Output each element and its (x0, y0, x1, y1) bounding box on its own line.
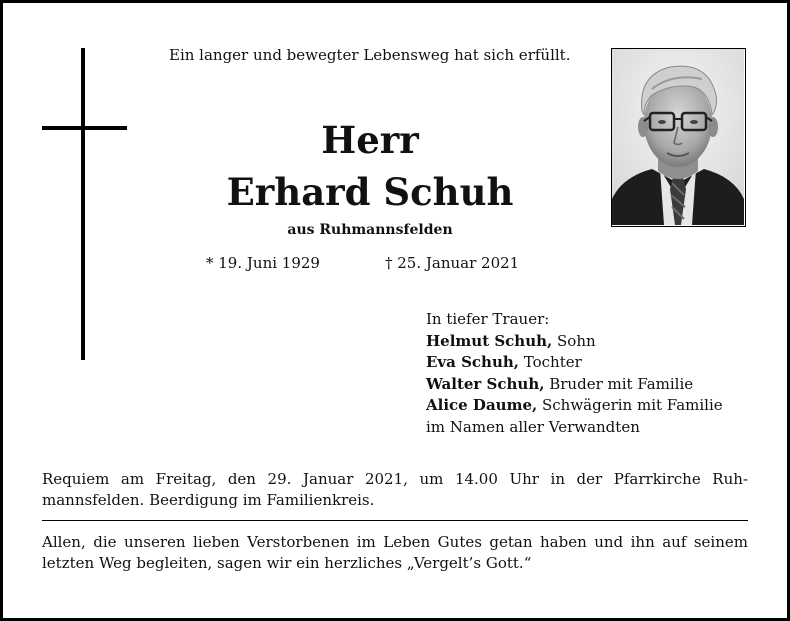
cross-icon-bar (42, 126, 127, 130)
mourner-item (426, 395, 766, 417)
birth-date: * 19. Juni 1929 (206, 254, 320, 272)
mourner-name: Helmut Schuh, (426, 331, 553, 350)
mourner-name: Alice Daume, (426, 396, 538, 414)
mourner-relation: Tochter (519, 353, 582, 371)
thanks-text: Allen, die unseren lieben Verstorbenen im Leben Gutes getan haben und ihn auf seinem letzten Weg begleiten, sagen wir ein herzliches „Vergelt’s Gott.“ (42, 533, 748, 572)
mourner-name: Walter Schuh, (426, 374, 545, 393)
divider (42, 520, 748, 521)
mourning-heading: In tiefer Trauer: (426, 310, 550, 328)
mourner-name: Eva Schuh, (426, 353, 519, 371)
mourner-relation: Sohn (552, 331, 596, 350)
mourner-relation: Schwägerin mit Familie (537, 396, 723, 414)
mourner-relation: Bruder mit Familie (544, 374, 694, 393)
deceased-name: Erhard Schuh (226, 170, 514, 214)
cross-icon (81, 48, 85, 360)
mourners-block (426, 309, 766, 438)
mourner-item (426, 352, 766, 374)
salutation: Herr (321, 118, 419, 162)
death-date: † 25. Januar 2021 (385, 254, 520, 272)
mourning-footer: im Namen aller Verwandten (426, 417, 640, 436)
mourner-item (426, 374, 766, 396)
portrait-icon (612, 49, 744, 225)
mourner-item (426, 331, 766, 353)
portrait-photo (611, 48, 746, 227)
service-info: Requiem am Freitag, den 29. Januar 2021, um 14.00 Uhr in der Pfarrkirche Ruhmannsfelden. Beerdigung im Familienkreis. (42, 470, 748, 509)
intro-text: Ein langer und bewegter Lebensweg hat sich erfüllt. (169, 46, 571, 64)
hometown: aus Ruhmannsfelden (287, 222, 453, 238)
